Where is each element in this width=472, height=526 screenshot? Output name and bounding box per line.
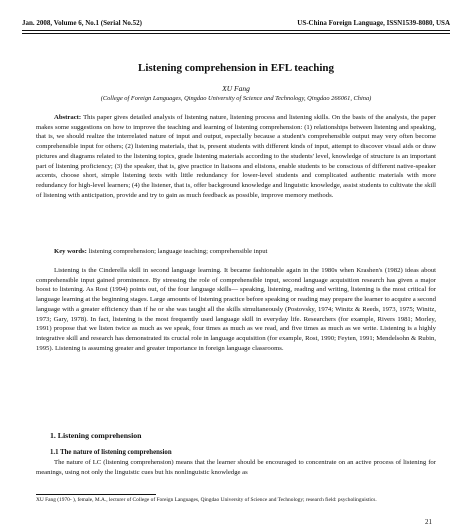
author-name: XU Fang	[222, 84, 250, 93]
intro-paragraph	[36, 266, 436, 353]
header-journal-issue: Jan. 2008, Volume 6, No.1 (Serial No.52)	[22, 19, 142, 27]
keywords-label: Key words:	[54, 248, 87, 255]
body-paragraph-text: The nature of LC (listening comprehension) means that the learner should be encouraged to concentrate on an active process of listening for meanings, using not only the linguistic cues but his nonlinguistic knowledge as	[36, 459, 436, 476]
author-footnote: XU Fang (1970- ), female, M.A., lecturer of College of Foreign Languages, Qingdao University of Science and Technology; research field: psycholinguistics.	[36, 497, 377, 503]
page-number: 21	[425, 518, 432, 526]
running-header	[22, 19, 450, 31]
author-affiliation: (College of Foreign Languages, Qingdao University of Science and Technology, Qingdao 266061, China)	[100, 95, 372, 102]
abstract-text: This paper gives detailed analysis of listening nature, listening process and listening skills. On the basis of the analysis, the paper makes some suggestions on how to improve the teaching and learning of listening comprehension: (1) relationships between listening and speaking, that is, we should realize the interrelated nature of input and output, especially because a student's comprehensible output may very often become comprehensible input for others; (2) listening materials, that is, present students with different kinds of input, attempt to discover visual aids or draw pictures and diagrams related to the listening topics, grade listening materials according to the students' level, knowledge of structure is an important part of listening proficiency; (3) the speaker, that is, give practice in liaisons and elisions, enable students to be conscious of different native-speaker accents, choose short, simple listening texts with little redundancy for lower-level students and complicated authentic materials with more redundancy for high-level learners; (4) the listener, that is, offer background knowledge and linguistic knowledge, assist students to cultivate the skill of listening with anticipation, provide and try to gain as much feedback as possible, improve memory methods.	[36, 114, 436, 199]
body-paragraph	[36, 458, 436, 477]
intro-text: Listening is the Cinderella skill in second language learning. It became fashionable again in the 1980s when Krashen's (1982) ideas about comprehensible input gained prominence. By stressing the role of comprehensible input, second language acquisition research has given a major boost to listening. As Rost (1994) points out, of the four language skills— speaking, listening, reading and writing, listening is the most critical for language learning at the beginning stages. Large amounts of listening practice before speaking or reading may prepare the learner to acquire a second language with a greater efficiency than if he or she was taught all the skills simultaneously (Postovsky, 1974; Winitz & Reeds, 1973, 1975; Winitz, 1973; Gary, 1978). In fact, listening is the most frequently used language skill in everyday life. Researchers (for example, Rivers 1981; Morley, 1991) propose that we listen twice as much as we speak, four times as much as we read, and five times as much as we write. Listening is a highly integrative skill and research has demonstrated its crucial role in language acquisition (for example, Rost, 1990; Feyten, 1991; Mendelsohn & Rubin, 1995). Listening is assuming greater and greater importance in foreign language classrooms.	[36, 267, 436, 352]
footnote-rule	[36, 494, 156, 495]
subsection-heading: 1.1 The nature of listening comprehension	[50, 449, 172, 456]
paper-title: Listening comprehension in EFL teaching	[138, 62, 334, 74]
header-journal-name: US-China Foreign Language, ISSN1539-8080, USA	[297, 19, 450, 27]
abstract-label: Abstract:	[54, 114, 82, 121]
section-heading: 1. Listening comprehension	[50, 431, 142, 440]
abstract	[36, 113, 436, 200]
keywords-text: listening comprehension; language teaching; comprehensible input	[88, 248, 268, 255]
keywords	[36, 247, 436, 257]
